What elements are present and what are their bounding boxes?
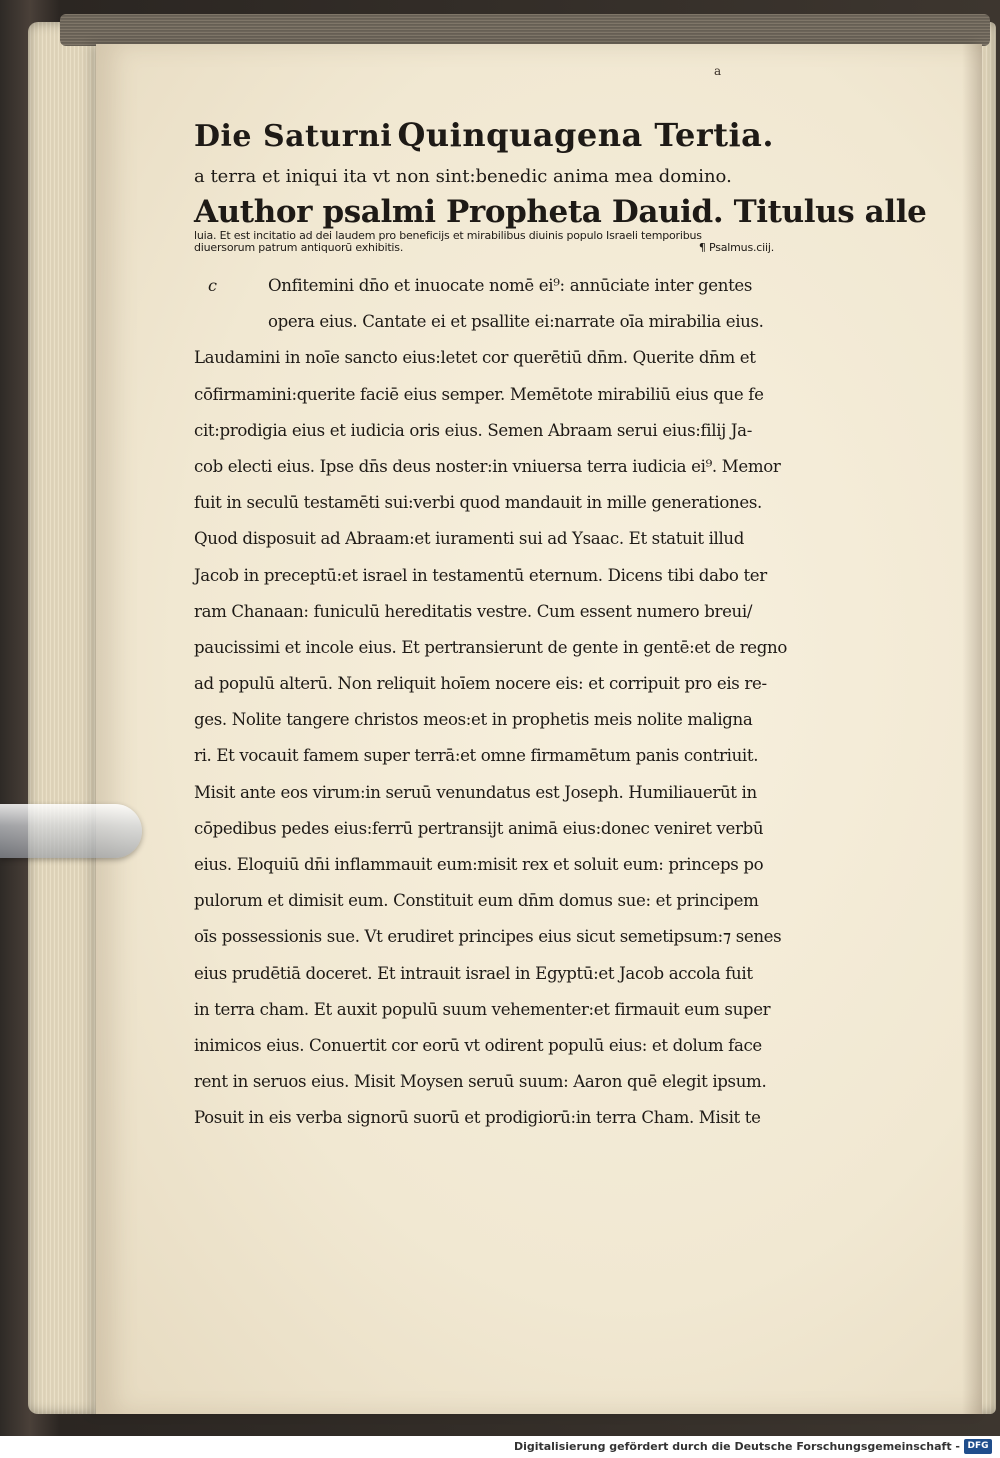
dfg-logo: DFG	[964, 1439, 992, 1454]
rubric-line-1: luia. Et est incitatio ad dei laudem pro beneficijs et mirabilibus diuinis populo Israeli temporibus	[194, 229, 702, 242]
body-line: Misit ante eos virum:in seruū venundatus est Joseph. Humiliauerūt in	[194, 782, 757, 802]
rubric-row	[194, 242, 774, 254]
body-line: ges. Nolite tangere christos meos:et in prophetis meis nolite maligna	[194, 710, 753, 730]
body-line: ri. Et vocauit famem super terrā:et omne firmamētum panis contriuit.	[194, 746, 759, 766]
body-line: ad populū alterū. Non reliquit hoīem nocere eis: et corripuit pro eis re-	[194, 674, 767, 694]
psalm-label	[699, 242, 774, 254]
body-line: opera eius. Cantate ei et psallite ei:narrate oīa mirabilia eius.	[268, 312, 764, 332]
body-line: in terra cham. Et auxit populū suum vehementer:et firmauit eum super	[194, 999, 771, 1019]
body-line: cōfirmamini:querite faciē eius semper. Memētote mirabiliū eius que fe	[194, 384, 764, 404]
page-gutter	[962, 44, 982, 1414]
body-line: cit:prodigia eius et iudicia oris eius. Semen Abraam serui eius:filij Ja-	[194, 420, 752, 440]
body-line: Laudamini in noīe sancto eius:letet cor querētiū dn̄m. Querite dn̄m et	[194, 348, 756, 368]
rubric-line-2: diuersorum patrum antiquorū exhibitis.	[194, 241, 404, 254]
body-line: Quod disposuit ad Abraam:et iuramenti sui ad Ysaac. Et statuit illud	[194, 529, 745, 549]
body-line: Onfitemini dn̄o et inuocate nomē ei⁹: annūciate inter gentes	[268, 276, 753, 295]
psalm-label-text: Psalmus.ciij.	[709, 241, 774, 254]
body-line: eius. Eloquiū dn̄i inflammauit eum:misit rex et soluit eum: princeps po	[194, 855, 764, 874]
page-holder-clip	[0, 804, 142, 858]
body-line: inimicos eius. Conuertit cor eorū vt odirent populū eius: et dolum face	[194, 1035, 762, 1055]
guide-letter: c	[208, 276, 217, 295]
body-line: cob electi eius. Ipse dn̄s deus noster:in vniuersa terra iudicia ei⁹. Memor	[194, 456, 781, 476]
body-line: rent in seruos eius. Misit Moysen seruū suum: Aaron quē elegit ipsum.	[194, 1072, 767, 1092]
incipit-line: a terra et iniqui ita vt non sint:benedic anima mea domino.	[194, 166, 732, 187]
signature-mark: a	[714, 64, 722, 78]
psalm-body	[194, 268, 788, 1137]
funding-credit: Digitalisierung gefördert durch die Deutsche Forschungsgemeinschaft -	[513, 1440, 960, 1453]
body-line: paucissimi et incole eius. Et pertransierunt de gente in gentē:et de regno	[194, 637, 788, 657]
rubric-heading: Author psalmi Propheta Dauid. Titulus alle	[194, 194, 927, 230]
book-top-edge	[60, 14, 990, 46]
body-line: Jacob in preceptū:et israel in testamentū eternum. Dicens tibi dabo ter	[194, 565, 767, 585]
body-line: pulorum et dimisit eum. Constituit eum dn̄m domus sue: et principem	[194, 891, 759, 911]
body-line: Posuit in eis verba signorū suorū et prodigiorū:in terra Cham. Misit te	[194, 1108, 761, 1128]
running-head-right: Quinquagena Tertia.	[397, 116, 774, 154]
body-line: fuit in seculū testamēti sui:verbi quod mandauit in mille generationes.	[194, 493, 762, 513]
body-line: eius prudētiā doceret. Et intrauit israel in Egyptū:et Jacob accola fuit	[194, 963, 753, 983]
running-head-left: Die Saturni	[194, 119, 393, 154]
body-line: ram Chanaan: funiculū hereditatis vestre. Cum essent numero breui/	[194, 601, 753, 621]
pilcrow-icon: ¶	[698, 241, 709, 254]
text-block	[194, 116, 927, 1137]
body-line: oīs possessionis sue. Vt erudiret principes eius sicut semetipsum:⁊ senes	[194, 927, 782, 947]
running-head	[194, 116, 774, 162]
footer-bar	[0, 1436, 1000, 1458]
body-line: cōpedibus pedes eius:ferrū pertransijt animā eius:donec veniret verbū	[194, 818, 764, 838]
